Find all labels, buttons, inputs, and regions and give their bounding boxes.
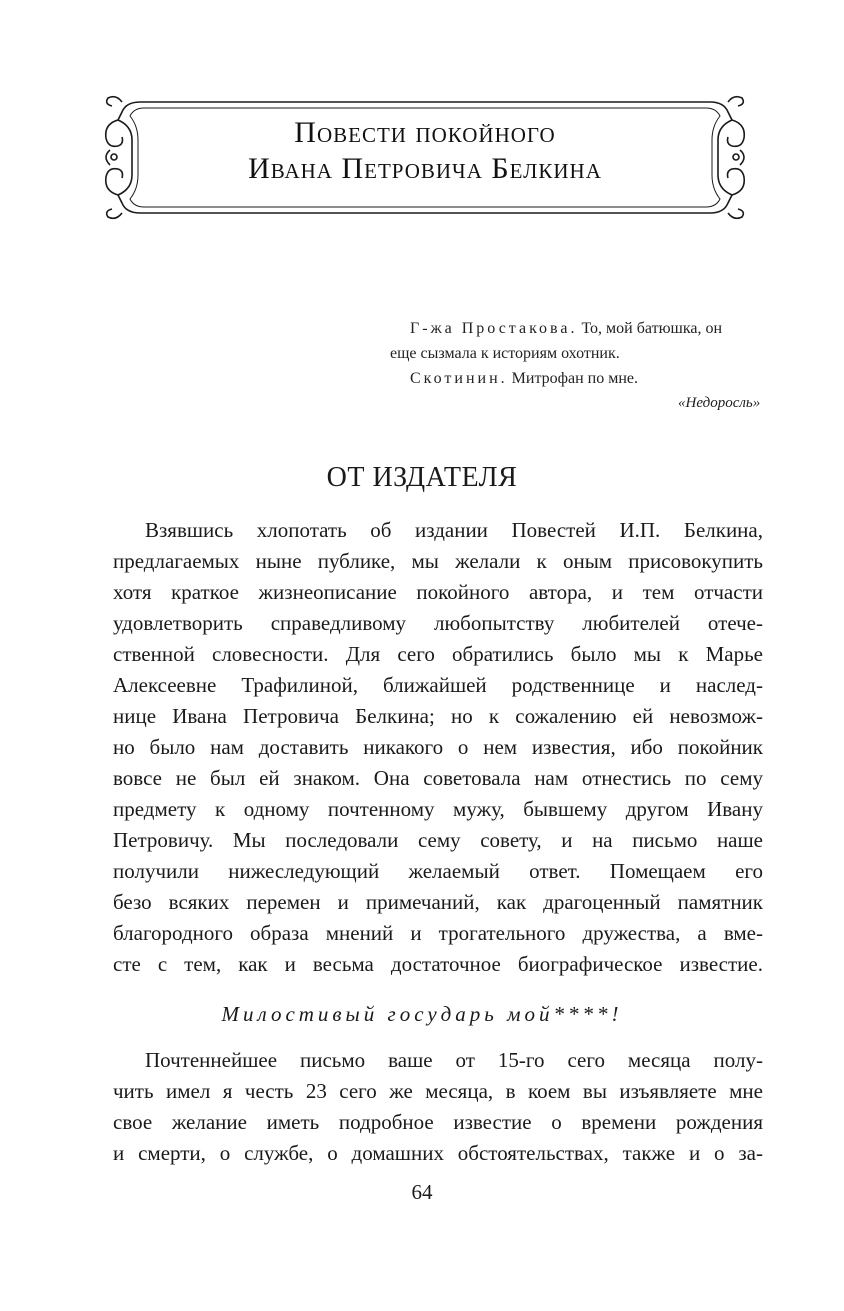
text-line: предмету к одному почтенному мужу, бывшему другом Ивану (113, 797, 763, 821)
text-line: чить имел я честь 23 сего же месяца, в коем вы изъявляете мне (113, 1079, 763, 1103)
text-line: удовлетворить справедливому любопытству любителей отече- (113, 611, 763, 635)
text-line: Алексеевне Трафилиной, ближайшей родственнице и наслед- (113, 673, 763, 697)
text-line: свое желание иметь подробное известие о времени рождения (113, 1110, 763, 1134)
text-line: нице Ивана Петровича Белкина; но к сожалению ей невозмож- (113, 704, 763, 728)
section-heading: ОТ ИЗДАТЕЛЯ (326, 462, 518, 493)
epigraph-speaker: Скотинин. (410, 370, 508, 387)
text-line: благородного образа мнений и трогательного дружества, а вме- (113, 921, 763, 945)
epigraph-line-2: еще сызмала к историям охотник. (390, 345, 620, 362)
epigraph-text: То, мой батюшка, он (581, 320, 723, 337)
text-line: но было нам доставить никакого о нем известия, ибо покойник (113, 735, 763, 759)
epigraph-source: «Недоросль» (678, 395, 761, 411)
title-frame (100, 90, 750, 225)
text-line: вовсе не был ей знаком. Она советовала нам отнестись по сему (113, 766, 763, 790)
text-line: Петровичу. Мы последовали сему совету, и на письмо наше (113, 828, 763, 852)
text-line: хотя краткое жизнеописание покойного автора, и тем отчасти (113, 580, 763, 604)
letter-salutation: Милостивый государь мой****! (221, 1002, 623, 1026)
text-line: сте с тем, как и весьма достаточное биографическое известие. (113, 952, 763, 976)
text-line: ственной словесности. Для сего обратились было мы к Марье (113, 642, 763, 666)
text-line: и смерти, о службе, о домашних обстоятельствах, также и о за- (113, 1141, 763, 1165)
book-title-line-1: Повести покойного (294, 116, 556, 149)
epigraph-line-1 (410, 320, 722, 338)
epigraph-line-3 (410, 370, 638, 388)
book-title-line-2: Ивана Петровича Белкина (248, 152, 602, 185)
text-line: Почтеннейшее письмо ваше от 15-го сего месяца полу- (145, 1048, 763, 1072)
text-line: получили нижеследующий желаемый ответ. Помещаем его (113, 859, 763, 883)
text-line: предлагаемых ныне публике, мы желали к оным присовокупить (113, 549, 763, 573)
text-line: безо всяких перемен и примечаний, как драгоценный памятник (113, 890, 763, 914)
epigraph-speaker: Г-жа Простакова. (410, 320, 578, 337)
page-number: 64 (411, 1180, 433, 1204)
epigraph-text: Митрофан по мне. (511, 370, 639, 387)
text-line: Взявшись хлопотать об издании Повестей И.П. Белкина, (145, 518, 763, 542)
